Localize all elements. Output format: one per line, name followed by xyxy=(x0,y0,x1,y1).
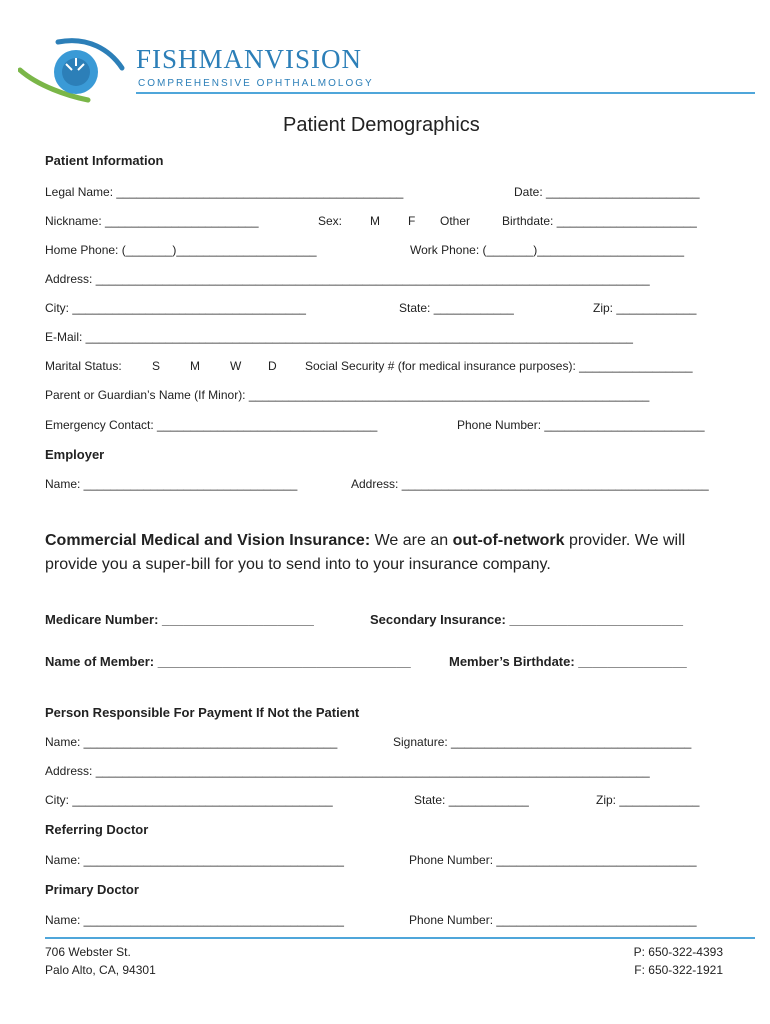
email-field[interactable]: E-Mail: __________________________________________________________________________________ xyxy=(45,330,633,344)
referring-name-field[interactable]: Name: _______________________________________ xyxy=(45,853,344,867)
page-title: Patient Demographics xyxy=(283,114,480,136)
footer-phone: P: 650-322-4393 xyxy=(633,945,723,959)
footer-divider xyxy=(45,937,755,939)
signature-field[interactable]: Signature: ____________________________________ xyxy=(393,735,692,749)
sex-option-m[interactable]: M xyxy=(370,214,380,228)
member-birthdate-field[interactable]: Member’s Birthdate: _______________ xyxy=(449,654,687,669)
secondary-insurance-field[interactable]: Secondary Insurance: ________________________ xyxy=(370,612,683,627)
birthdate-field[interactable]: Birthdate: _____________________ xyxy=(502,214,697,228)
brand-tagline: COMPREHENSIVE OPHTHALMOLOGY xyxy=(138,78,374,89)
marital-status-label: Marital Status: xyxy=(45,359,122,373)
sex-option-other[interactable]: Other xyxy=(440,214,471,228)
marital-option-w[interactable]: W xyxy=(230,359,242,373)
header-divider xyxy=(136,92,755,94)
responsible-address-field[interactable]: Address: ___________________________________________________________________________________ xyxy=(45,764,650,778)
section-heading-responsible: Person Responsible For Payment If Not the Patient xyxy=(45,705,360,720)
medicare-number-field[interactable]: Medicare Number: _____________________ xyxy=(45,612,314,627)
insurance-notice-text-1: We are an xyxy=(370,532,453,549)
responsible-city-field[interactable]: City: _______________________________________ xyxy=(45,793,333,807)
guardian-name-field[interactable]: Parent or Guardian’s Name (If Minor): ____________________________________________________________ xyxy=(45,388,650,402)
primary-phone-field[interactable]: Phone Number: ______________________________ xyxy=(409,913,697,927)
section-heading-patient-info: Patient Information xyxy=(45,153,164,168)
state-field[interactable]: State: ____________ xyxy=(399,301,514,315)
employer-address-field[interactable]: Address: ______________________________________________ xyxy=(351,477,709,491)
footer-city: Palo Alto, CA, 94301 xyxy=(45,963,156,977)
emergency-contact-field[interactable]: Emergency Contact: _________________________________ xyxy=(45,418,378,432)
section-heading-primary: Primary Doctor xyxy=(45,882,139,897)
sex-label: Sex: xyxy=(318,214,343,228)
insurance-notice-text-2: provider. We will xyxy=(564,532,686,549)
responsible-state-field[interactable]: State: ____________ xyxy=(414,793,529,807)
eye-logo-icon xyxy=(18,34,130,106)
marital-option-s[interactable]: S xyxy=(152,359,161,373)
marital-option-d[interactable]: D xyxy=(268,359,277,373)
date-field[interactable]: Date: _______________________ xyxy=(514,185,700,199)
nickname-field[interactable]: Nickname: _______________________ xyxy=(45,214,259,228)
home-phone-field[interactable]: Home Phone: (_______)_____________________ xyxy=(45,243,317,257)
insurance-notice-bold-oon: out-of-network xyxy=(452,532,565,549)
section-heading-referring: Referring Doctor xyxy=(45,822,149,837)
logo xyxy=(18,34,378,106)
responsible-zip-field[interactable]: Zip: ____________ xyxy=(596,793,700,807)
legal-name-field[interactable]: Legal Name: ___________________________________________ xyxy=(45,185,404,199)
section-heading-employer: Employer xyxy=(45,447,105,462)
insurance-notice-line-2: provide you a super-bill for you to send into to your insurance company. xyxy=(45,556,551,573)
ssn-field[interactable]: Social Security # (for medical insurance purposes): _________________ xyxy=(305,359,693,373)
insurance-notice-bold-heading: Commercial Medical and Vision Insurance: xyxy=(45,532,371,549)
city-field[interactable]: City: ___________________________________ xyxy=(45,301,306,315)
zip-field[interactable]: Zip: ____________ xyxy=(593,301,697,315)
referring-phone-field[interactable]: Phone Number: ______________________________ xyxy=(409,853,697,867)
marital-option-m[interactable]: M xyxy=(190,359,200,373)
sex-option-f[interactable]: F xyxy=(408,214,416,228)
employer-name-field[interactable]: Name: ________________________________ xyxy=(45,477,298,491)
footer-fax: F: 650-322-1921 xyxy=(634,963,723,977)
primary-name-field[interactable]: Name: _______________________________________ xyxy=(45,913,344,927)
emergency-phone-field[interactable]: Phone Number: ________________________ xyxy=(457,418,705,432)
footer-street: 706 Webster St. xyxy=(45,945,131,959)
member-name-field[interactable]: Name of Member: ___________________________________ xyxy=(45,654,411,669)
work-phone-field[interactable]: Work Phone: (_______)______________________ xyxy=(410,243,685,257)
brand-name: FISHMANVISION xyxy=(136,44,363,74)
responsible-name-field[interactable]: Name: ______________________________________ xyxy=(45,735,338,749)
insurance-notice xyxy=(45,528,685,553)
address-field[interactable]: Address: ___________________________________________________________________________________ xyxy=(45,272,650,286)
